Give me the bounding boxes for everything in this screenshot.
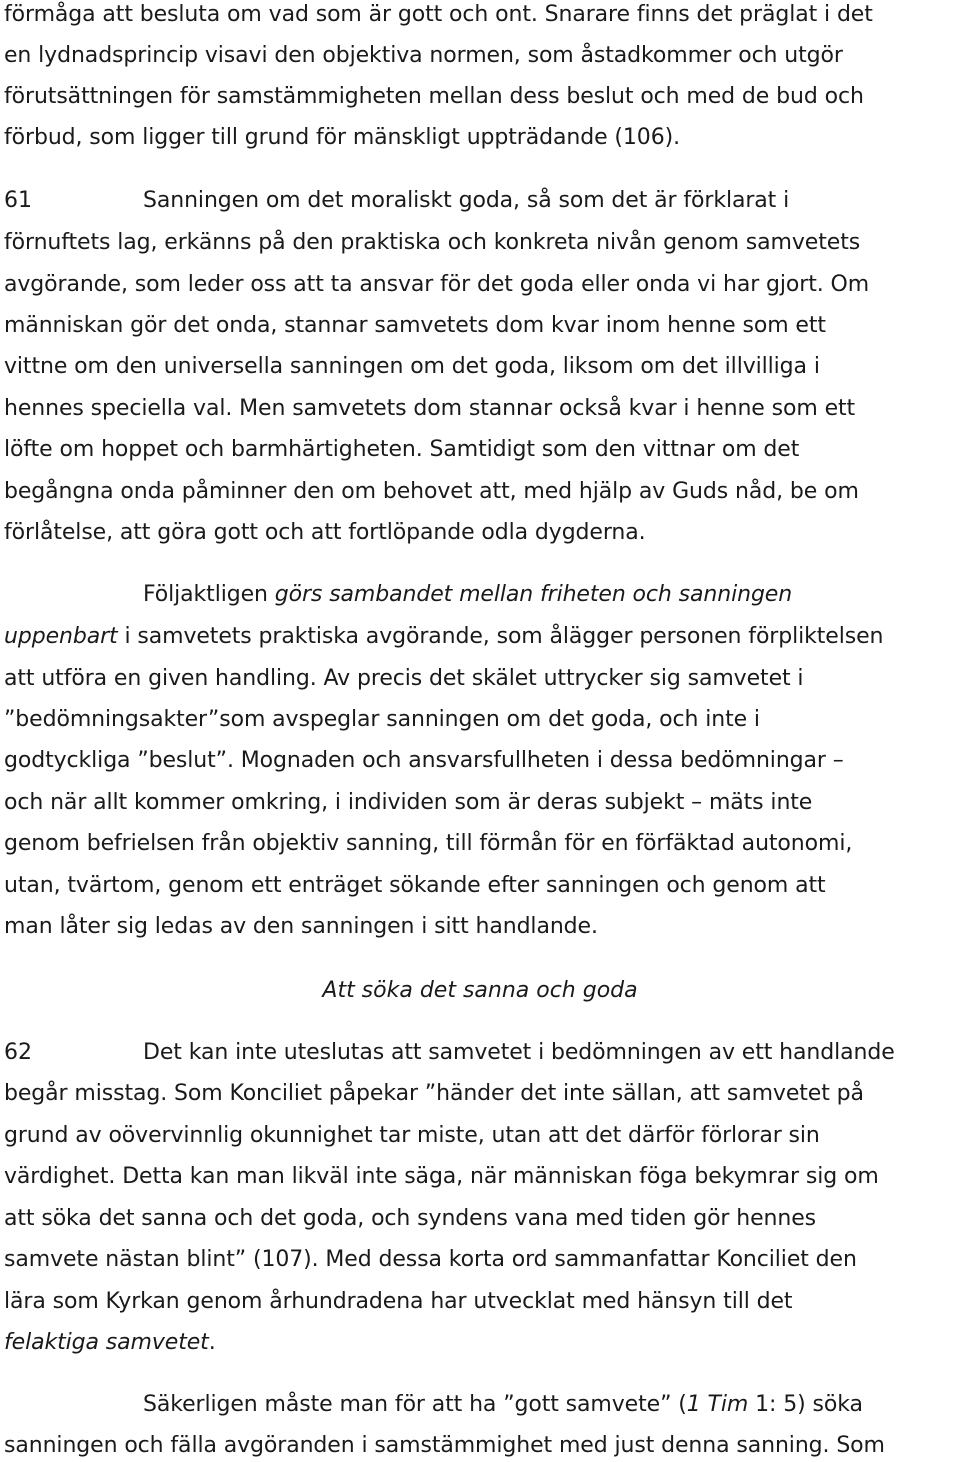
text-line: förnuftets lag, erkänns på den praktiska och konkreta nivån genom samvetets (4, 230, 861, 255)
text-line (143, 1390, 863, 1420)
text-line: Det kan inte uteslutas att samvetet i bedömningen av ett handlande (143, 1040, 895, 1065)
text-line: avgörande, som leder oss att ta ansvar för det goda eller onda vi har gjort. Om (4, 272, 870, 297)
text-line: ”bedömningsakter”som avspeglar sanningen om det goda, och inte i (4, 707, 760, 732)
text-span: 1: 5) söka (748, 1392, 863, 1417)
section-heading: Att söka det sanna och goda (322, 978, 638, 1003)
text-line: genom befrielsen från objektiv sanning, till förmån för en förfäktad autonomi, (4, 831, 853, 856)
paragraph-number: 62 (4, 1040, 32, 1065)
text-line: förbud, som ligger till grund för mänskligt uppträdande (106). (4, 125, 680, 150)
text-line: vittne om den universella sanningen om det goda, liksom om det illvilliga i (4, 354, 820, 379)
text-line: förmåga att besluta om vad som är gott och ont. Snarare finns det präglat i det (4, 2, 873, 27)
italic-text: görs sambandet mellan friheten och sanningen (274, 582, 793, 607)
text-line: människan gör det onda, stannar samvetets dom kvar inom henne som ett (4, 313, 826, 338)
text-line: samvete nästan blint” (107). Med dessa korta ord sammanfattar Konciliet den (4, 1247, 857, 1272)
text-span: Säkerligen måste man för att ha ”gott samvete” ( (143, 1392, 687, 1417)
paragraph-number: 61 (4, 188, 32, 213)
italic-text: 1 Tim (686, 1392, 749, 1417)
text-line: Sanningen om det moraliskt goda, så som det är förklarat i (143, 188, 790, 213)
text-line (143, 580, 792, 610)
text-span: Följaktligen (143, 582, 275, 607)
text-line: en lydnadsprincip visavi den objektiva normen, som åstadkommer och utgör (4, 43, 843, 68)
italic-text: felaktiga samvetet (4, 1330, 209, 1355)
text-line (4, 1328, 216, 1358)
text-line: att utföra en given handling. Av precis det skälet uttrycker sig samvetet i (4, 666, 804, 691)
text-line: hennes speciella val. Men samvetets dom stannar också kvar i henne som ett (4, 396, 856, 421)
text-line: utan, tvärtom, genom ett enträget sökande efter sanningen och genom att (4, 873, 826, 898)
italic-text: uppenbart (4, 624, 118, 649)
text-line: att söka det sanna och det goda, och syndens vana med tiden gör hennes (4, 1206, 817, 1231)
text-line: förutsättningen för samstämmigheten mellan dess beslut och med de bud och (4, 84, 864, 109)
text-line: grund av oövervinnlig okunnighet tar miste, utan att det därför förlorar sin (4, 1123, 820, 1148)
text-line: begår misstag. Som Konciliet påpekar ”händer det inte sällan, att samvetet på (4, 1081, 864, 1106)
text-line: begångna onda påminner den om behovet att, med hjälp av Guds nåd, be om (4, 479, 859, 504)
text-line (4, 622, 883, 652)
text-line: och när allt kommer omkring, i individen som är deras subjekt – mäts inte (4, 790, 813, 815)
text-line: man låter sig ledas av den sanningen i sitt handlande. (4, 914, 598, 939)
text-line: löfte om hoppet och barmhärtigheten. Samtidigt som den vittnar om det (4, 437, 800, 462)
text-line: förlåtelse, att göra gott och att fortlöpande odla dygderna. (4, 520, 646, 545)
text-span: i samvetets praktiska avgörande, som ålägger personen förpliktelsen (117, 624, 884, 649)
text-line: lära som Kyrkan genom århundradena har utvecklat med hänsyn till det (4, 1289, 793, 1314)
text-span: . (208, 1330, 216, 1355)
text-line: sanningen och fälla avgöranden i samstämmighet med just denna sanning. Som (4, 1433, 885, 1458)
text-line: värdighet. Detta kan man likväl inte säga, när människan föga bekymrar sig om (4, 1164, 879, 1189)
text-line: godtyckliga ”beslut”. Mognaden och ansvarsfullheten i dessa bedömningar – (4, 748, 844, 773)
